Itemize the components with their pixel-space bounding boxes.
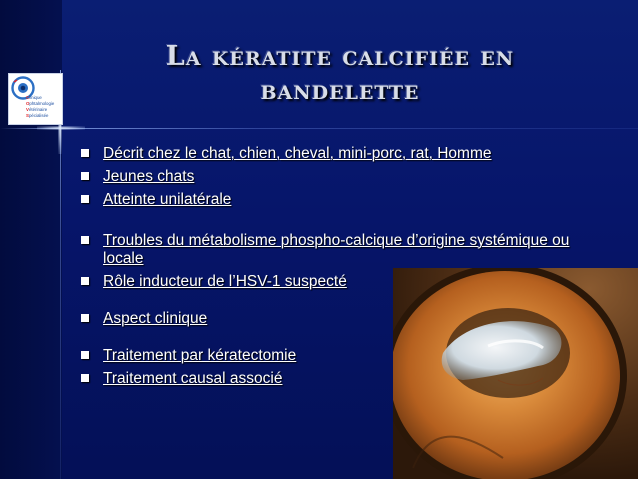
- bullet-item: Aspect clinique: [78, 310, 628, 328]
- bullet-item: Rôle inducteur de l’HSV-1 suspecté: [78, 273, 628, 291]
- bullet-item: Jeunes chats: [78, 168, 628, 186]
- bullet-item: Atteinte unilatérale: [78, 191, 628, 209]
- bullet-list: [78, 145, 628, 388]
- square-bullet-icon: [81, 236, 89, 244]
- bullet-item: Décrit chez le chat, chien, cheval, mini-porc, rat, Homme: [78, 145, 628, 163]
- bullet-item: Traitement par kératectomie: [78, 347, 628, 365]
- bullet-item: Traitement causal associé: [78, 370, 628, 388]
- square-bullet-icon: [81, 277, 89, 285]
- slide-title: [110, 40, 570, 108]
- clinic-logo: [8, 73, 63, 125]
- square-bullet-icon: [81, 195, 89, 203]
- square-bullet-icon: [81, 351, 89, 359]
- title-divider-line: [0, 128, 638, 129]
- bullet-item: Troubles du métabolisme phospho-calcique d’origine systémique ou locale: [78, 232, 628, 268]
- square-bullet-icon: [81, 314, 89, 322]
- logo-wordmark: Clinique Ophtalmologie Vétérinaire Spécialisée: [26, 95, 55, 118]
- title-line-1: La kératite calcifiée en: [165, 41, 515, 72]
- left-band: [0, 0, 62, 479]
- title-line-2: bandelette: [260, 75, 420, 106]
- square-bullet-icon: [81, 149, 89, 157]
- square-bullet-icon: [81, 374, 89, 382]
- square-bullet-icon: [81, 172, 89, 180]
